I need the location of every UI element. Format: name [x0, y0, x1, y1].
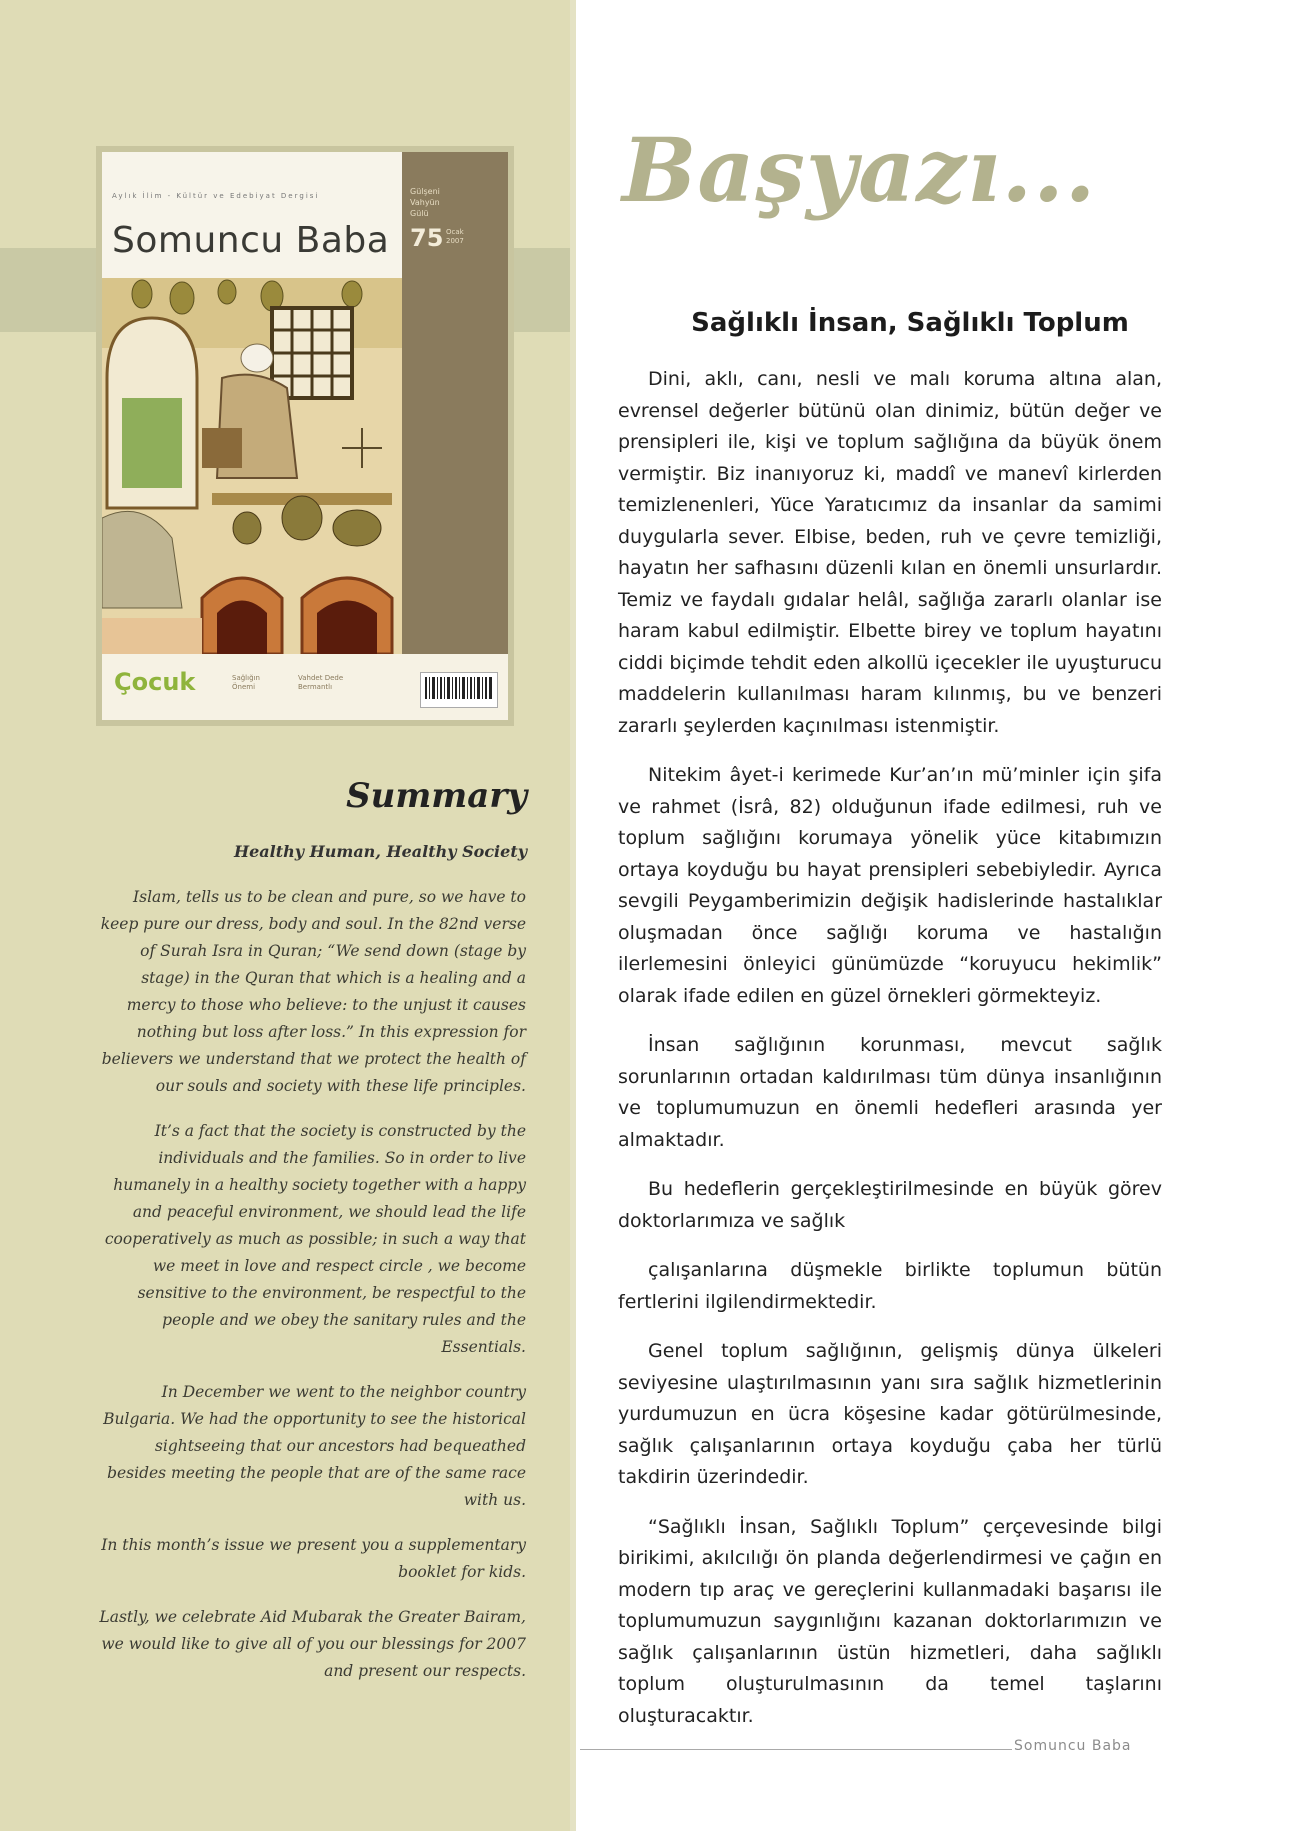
article-paragraph: “Sağlıklı İnsan, Sağlıklı Toplum” çerçevesinde bilgi birikimi, akılcılığı ön planda değerlendirmesi ve çağın en modern tıp araç ve gereçlerini kullanmadaki başarısı ile toplumumuzun saygınlığını kazanan doktorlarımızın ve sağlık çalışanlarının üstün hizmetleri, daha sağlıklı toplum oluşturulmasının da temel taşlarını oluşturacaktır.: [618, 1515, 1162, 1727]
cover-footer: [102, 654, 508, 720]
article-paragraph: Bu hedeflerin gerçekleştirilmesinde en büyük görev doktorlarımıza ve sağlık: [618, 1178, 1162, 1232]
column-divider: [570, 0, 576, 1831]
kids-supplement-logo: Çocuk: [114, 668, 196, 696]
magazine-cover: [96, 146, 514, 726]
summary-paragraph: It’s a fact that the society is constructed by the individuals and the families. So in order to live humanely in a healthy society together with a happy and peaceful environment, we should lead the life cooperatively as much as possible; in such a way that we meet in love and respect circle , we become sensitive to the environment, be respectful to the people and we obey the sanitary rules and the Essentials.: [104, 1122, 526, 1356]
footer-rule: [580, 1749, 1012, 1750]
summary-paragraph: In this month’s issue we present you a supplementary booklet for kids.: [101, 1536, 526, 1581]
cover-side-text: Gülşeni Vahyün Gülü: [410, 187, 440, 218]
footer-brand: Somuncu Baba: [1014, 1738, 1132, 1754]
cover-date: Ocak 2007: [446, 228, 464, 245]
article-paragraph: çalışanlarına düşmekle birlikte toplumun bütün fertlerini ilgilendirmektedir.: [618, 1259, 1162, 1313]
barcode-icon: [420, 672, 498, 708]
article-paragraph: Dini, aklı, canı, nesli ve malı koruma altına alan, evrensel değerler bütünü olan dinimiz, bütün değer ve prensipleri ile, kişi ve toplum sağlığına da büyük önem vermiştir. Biz inanıyoruz ki, maddî ve manevî kirlerden temizlenenleri, Yüce Yaratıcımız da insanlar da samimi duygularla sever. Elbise, beden, ruh ve çevre temizliği, hayatın her safhasını düzenli kılan en önemli unsurlardır. Temiz ve faydalı gıdalar helâl, sağlığa zararlı olanlar ise haram kabul edilmiştir. Elbette birey ve toplum hayatını ciddi biçimde tehdit eden alkollü içecekler ile uyuşturucu maddelerin kullanılması haram kılınmış, bu ve benzeri zararlı şeylerden kaçınılması istenmiştir.: [618, 368, 1162, 737]
cover-title: Somuncu Baba: [112, 220, 390, 261]
article-paragraph: Nitekim âyet-i kerimede Kur’an’ın mü’minler için şifa ve rahmet (İsrâ, 82) olduğunun ifade edilmesi, ruh ve toplum sağlığını korumaya yönelik yüce kitabımızın ortaya koyduğu bu hayat prensipleri sebebiyledir. Ayrıca sevgili Peygamberimizin değişik hadislerinde hastalıklar oluşmadan önce sağlığı koruma ve hastalığın ilerlemesini önleyici günümüzde “koruyucu hekimlik” olarak ifade edilen en güzel örnekleri görmekteyiz.: [618, 764, 1162, 1007]
summary-paragraph: Islam, tells us to be clean and pure, so we have to keep pure our dress, body and soul. In the 82nd verse of Surah Isra in Quran; “We send down (stage by stage) in the Quran that which is a healing and a mercy to those who believe: to the unjust it causes nothing but loss after loss.” In this expression for believers we understand that we protect the health of our souls and society with these life principles.: [100, 888, 526, 1095]
cover-foot-item: Sağlığın Önemi: [232, 674, 260, 691]
cover-side-strip: [402, 152, 508, 720]
cover-tagline: Aylık İlim - Kültür ve Edebiyat Dergisi: [112, 192, 320, 200]
cover-issue-number: 75: [410, 224, 444, 252]
article-title: Sağlıklı İnsan, Sağlıklı Toplum: [691, 308, 1129, 338]
cover-foot-item: Vahdet Dede Bermantlı: [298, 674, 344, 691]
summary-heading: Summary: [346, 776, 527, 816]
cover-header: [102, 152, 402, 278]
summary-body: [98, 884, 526, 1703]
section-title: Başyazı...: [622, 118, 1097, 222]
cover-illustration: [102, 278, 402, 654]
summary-paragraph: Lastly, we celebrate Aid Mubarak the Greater Bairam, we would like to give all of you our blessings for 2007 and present our respects.: [99, 1608, 526, 1680]
summary-subtitle: Healthy Human, Healthy Society: [234, 842, 527, 861]
article-body: [618, 364, 1162, 1750]
summary-paragraph: In December we went to the neighbor country Bulgaria. We had the opportunity to see the historical sightseeing that our ancestors had bequeathed besides meeting the people that are of the same race with us.: [103, 1383, 526, 1509]
article-paragraph: İnsan sağlığının korunması, mevcut sağlık sorunlarının ortadan kaldırılması tüm dünya insanlığının ve toplumumuzun en önemli hedefleri arasında yer almaktadır.: [618, 1034, 1162, 1151]
article-paragraph: Genel toplum sağlığının, gelişmiş dünya ülkeleri seviyesine ulaştırılmasının yanı sıra sağlık hizmetlerinin yurdumuzun en ücra köşesine kadar götürülmesinde, sağlık çalışanlarının ortaya koyduğu çaba her türlü takdirin üzerindedir.: [618, 1340, 1162, 1488]
cover-inner: [102, 152, 508, 720]
